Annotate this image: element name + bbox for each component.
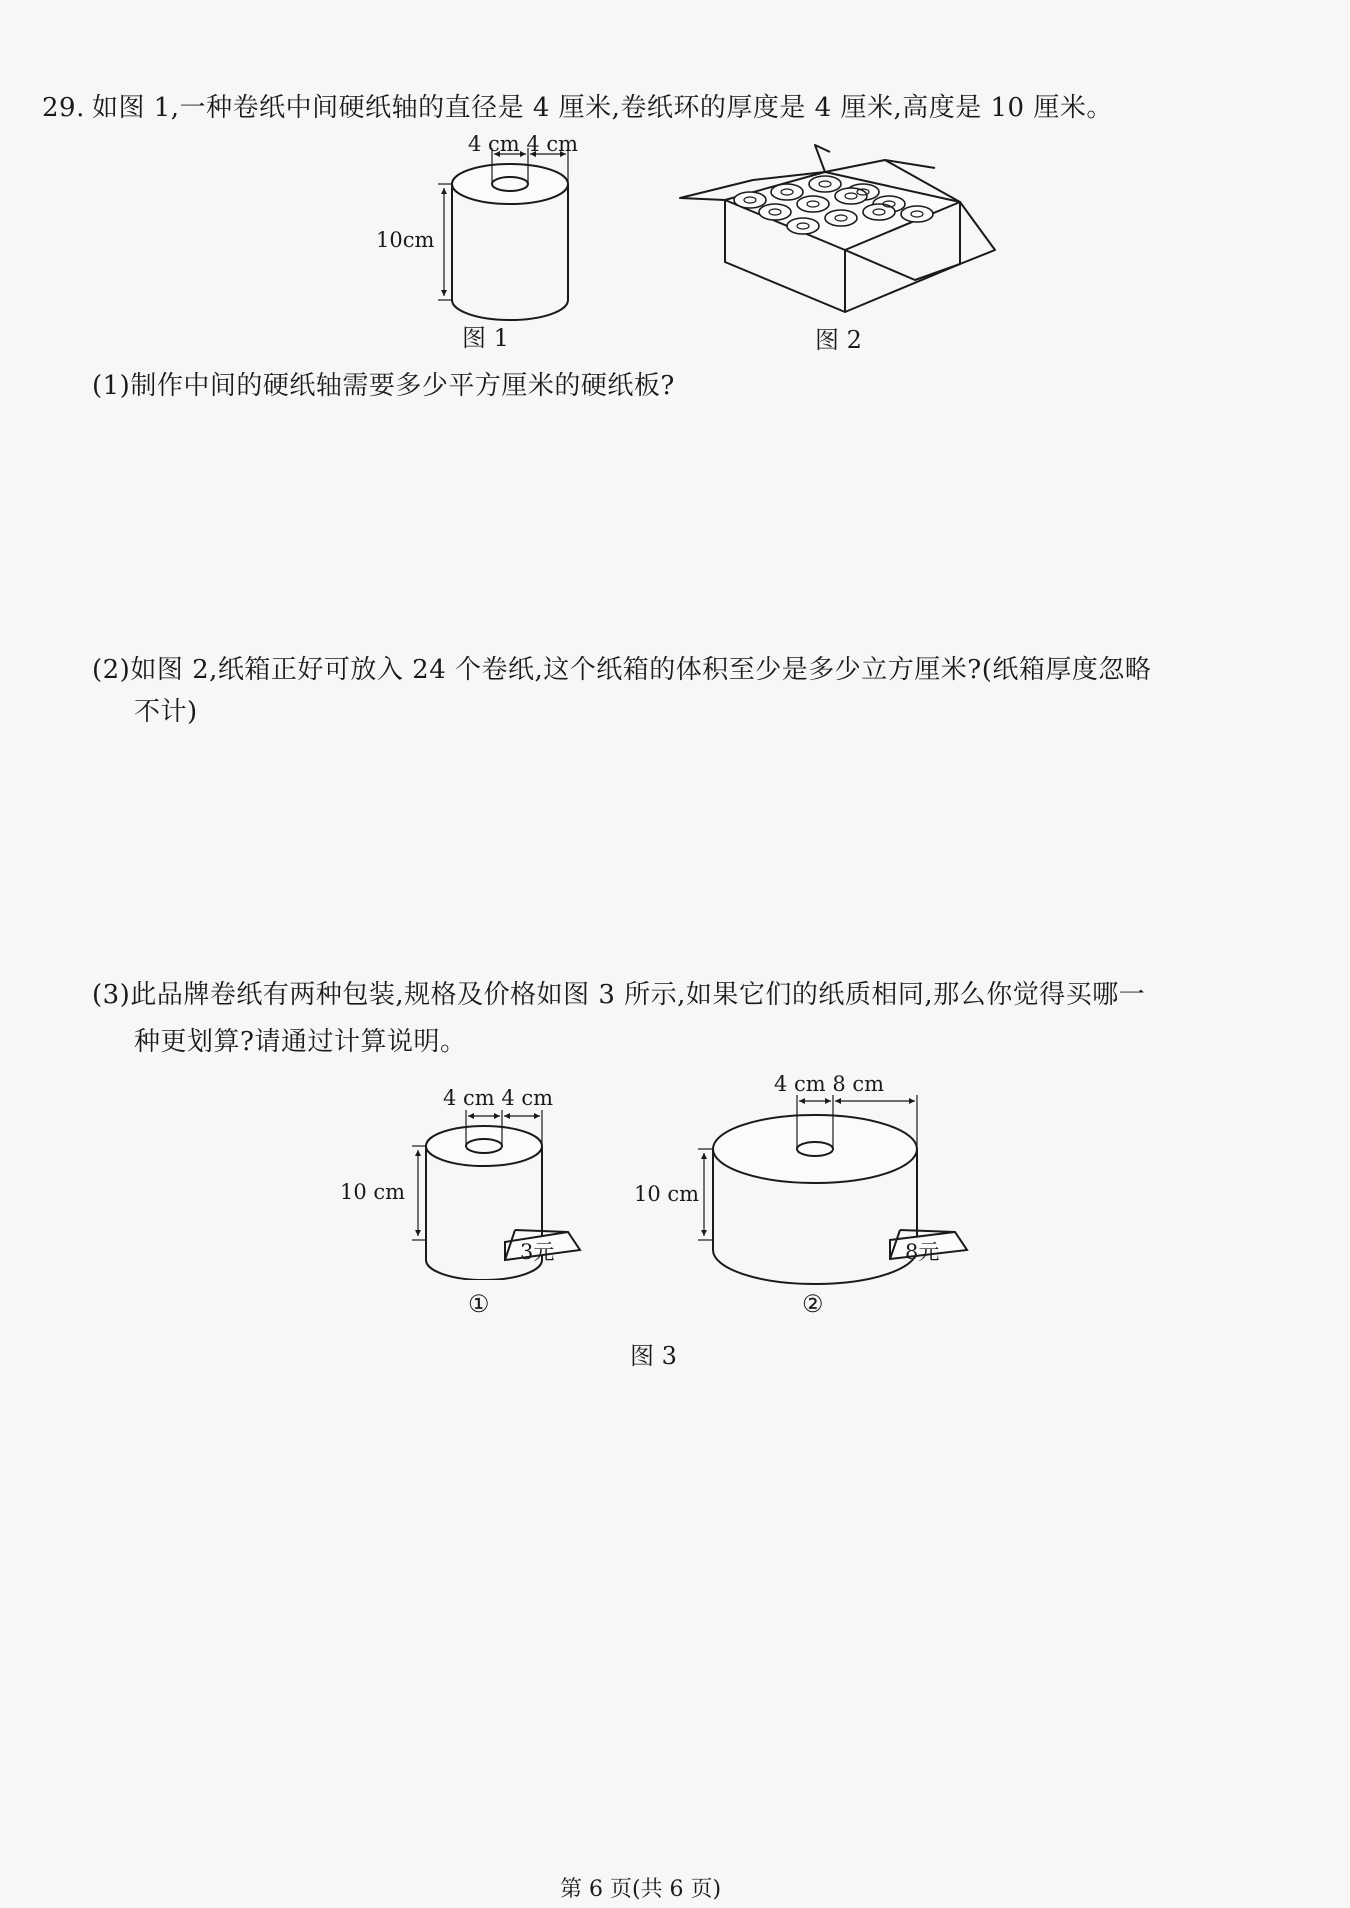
figure3-roll1-height-dimension: 10 cm [340,1180,406,1204]
figure3-roll1-marker: ① [468,1290,490,1318]
sub-question-2-line1: (2)如图 2,纸箱正好可放入 24 个卷纸,这个纸箱的体积至少是多少立方厘米?(纸箱厚度忽略 [92,655,1152,685]
figure3-roll1-price-tag: 3元 [520,1240,555,1264]
figure3-roll1-diagram [390,1090,600,1280]
figure2-caption: 图 2 [815,326,862,354]
sub-question-3-line1: (3)此品牌卷纸有两种包装,规格及价格如图 3 所示,如果它们的纸质相同,那么你觉得买哪一 [92,980,1146,1010]
sub-question-1: (1)制作中间的硬纸轴需要多少平方厘米的硬纸板? [92,371,675,401]
figure3-roll2-marker: ② [802,1290,824,1318]
figure3-caption: 图 3 [630,1342,677,1370]
figure1-caption: 图 1 [462,324,509,352]
page-footer: 第 6 页(共 6 页) [560,1877,722,1902]
sub-question-3-line2: 种更划算?请通过计算说明。 [134,1027,467,1057]
figure1-top-dimension: 4 cm 4 cm [468,132,579,156]
figure2-box-diagram [675,140,1005,320]
figure1-height-dimension: 10cm [376,228,435,252]
figure3-roll2-height-dimension: 10 cm [634,1182,700,1206]
figure3-roll1-top-dimension: 4 cm 4 cm [443,1086,554,1110]
question-intro: 如图 1,一种卷纸中间硬纸轴的直径是 4 厘米,卷纸环的厚度是 4 厘米,高度是 10 厘米。 [92,93,1113,123]
question-number: 29. [42,93,85,123]
sub-question-2-line2: 不计) [134,697,198,727]
figure3-roll2-price-tag: 8元 [905,1240,940,1264]
figure3-roll2-top-dimension: 4 cm 8 cm [774,1072,885,1096]
